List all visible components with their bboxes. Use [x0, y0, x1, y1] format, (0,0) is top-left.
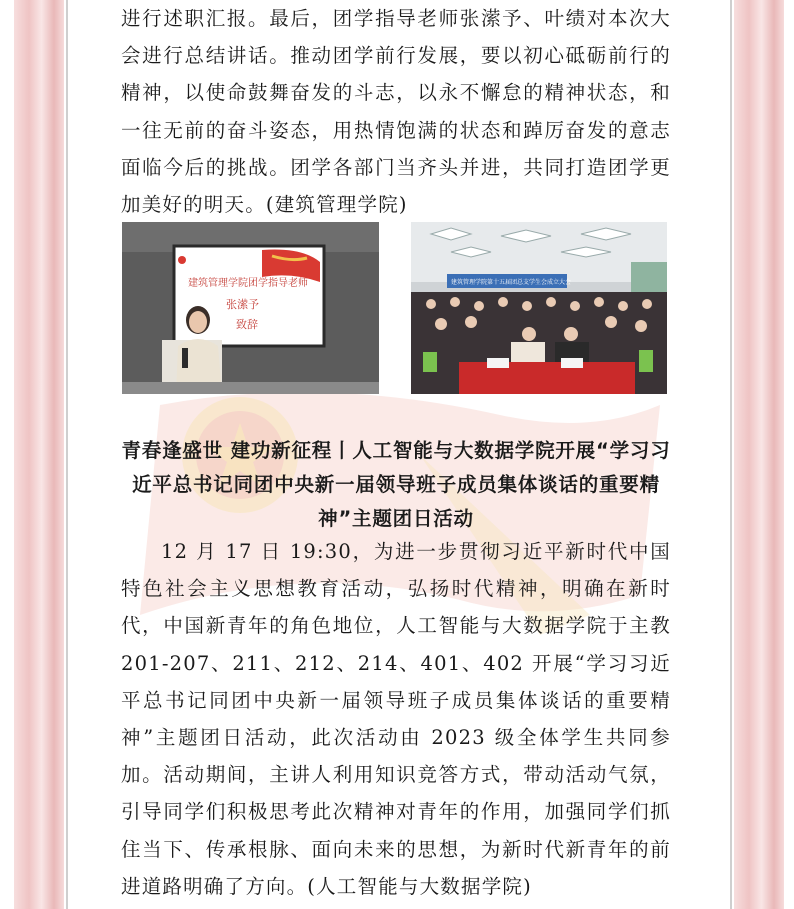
- screen-text-line2: 张潆予: [226, 298, 259, 311]
- screen-text-line1: 建筑管理学院团学指导老师: [188, 278, 308, 289]
- screen-text-line3: 致辞: [236, 318, 258, 331]
- right-decorative-border: [734, 0, 784, 909]
- banner-text: 建筑管理学院第十五届团总支学生会成立大会: [451, 279, 572, 286]
- speaker-photo: [122, 222, 379, 394]
- left-page-rule: [66, 0, 68, 909]
- audience-photo: [411, 222, 667, 394]
- article-body: 12 月 17 日 19:30，为进一步贯彻习近平新时代中国特色社会主义思想教育活动，弘扬时代精神，明确在新时代，中国新青年的角色地位，人工智能与大数据学院于主教 201-207、211、212、214、401、402 开展“学习习近平总书记同团中央新一届领导班子成员集体谈话的重要精神”主题团日活动，此次活动由 2023 级全体学生共同参加。活动期间，主讲人利用知识竞答方式，带动活动气氛，引导同学们积极思考此次精神对青年的作用，加强同学们抓住当下、传承根脉、面向未来的思想，为新时代新青年的前进道路明确了方向。(人工智能与大数据学院): [121, 540, 671, 898]
- right-page-rule: [730, 0, 732, 909]
- left-decorative-border: [14, 0, 64, 909]
- article-title: 青春逢盛世 建功新征程丨人工智能与大数据学院开展“学习习近平总书记同团中央新一届领导班子成员集体谈话的重要精神”主题团日活动: [121, 439, 671, 530]
- intro-paragraph: 进行述职汇报。最后，团学指导老师张潆予、叶绩对本次大会进行总结讲话。推动团学前行发展，要以初心砥砺前行的精神，以使命鼓舞奋发的斗志，以永不懈怠的精神状态，和一往无前的奋斗姿态，用热情饱满的状态和踔厉奋发的意志面临今后的挑战。团学各部门当齐头并进，共同打造团学更加美好的明天。(建筑管理学院): [121, 7, 671, 217]
